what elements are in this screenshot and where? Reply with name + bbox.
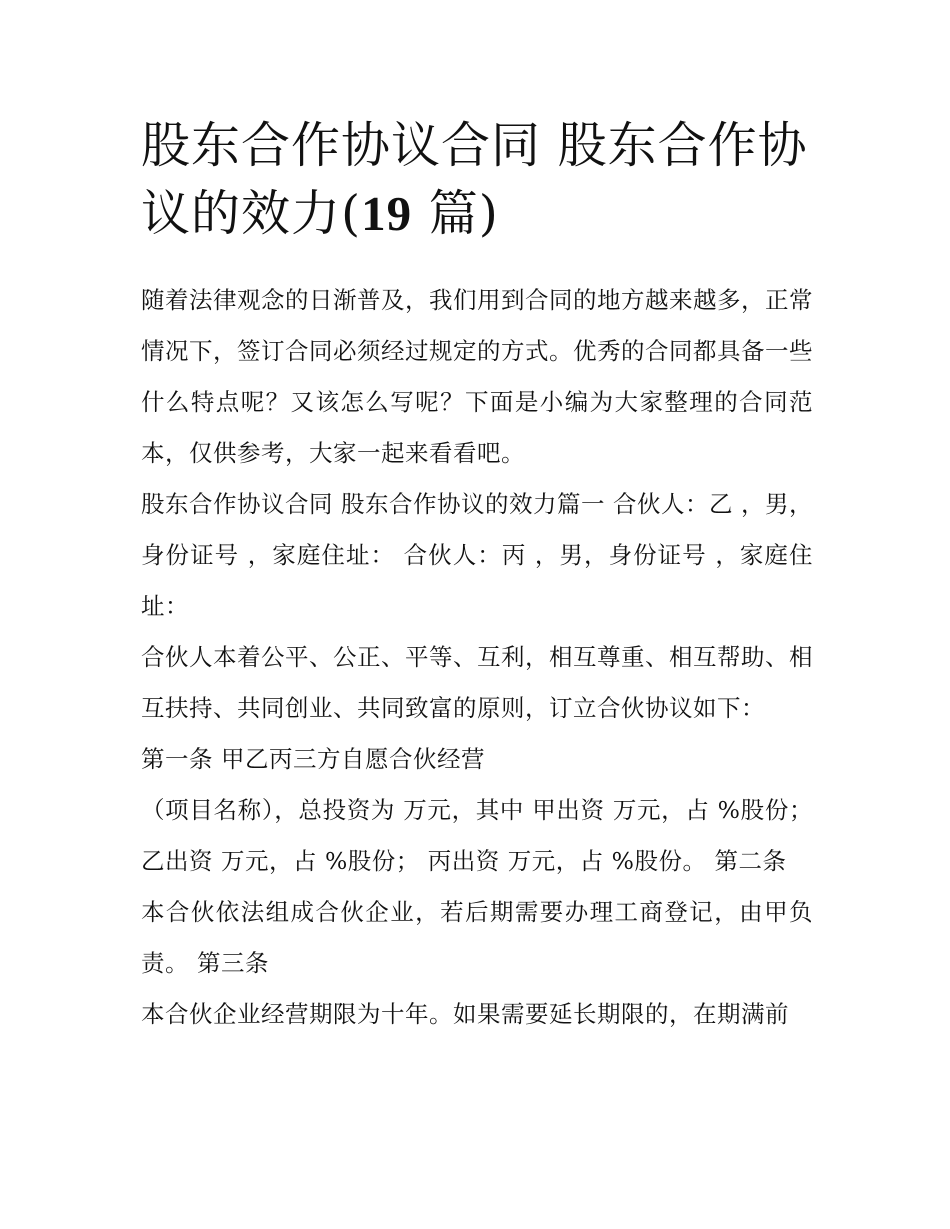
paragraph-investment: （项目名称），总投资为 万元，其中 甲出资 万元，占 %股份； 乙出资 万元，占 %股份； 丙出资 万元，占 %股份。 第二条 (141, 796, 813, 875)
paragraph-partners: 股东合作协议合同 股东合作协议的效力篇一 合伙人：乙 ，男，身份证号 ，家庭住址： 合伙人：丙 ，男，身份证号 ，家庭住址： (141, 490, 813, 620)
paragraph-article-1: 第一条 甲乙丙三方自愿合伙经营 (141, 745, 485, 773)
title-number: 19 (361, 186, 413, 241)
document-body (141, 275, 813, 1040)
document-page (141, 112, 813, 1040)
document-title (141, 112, 813, 248)
paragraph-article-2: 本合伙依法组成合伙企业，若后期需要办理工商登记，由甲负责。 第三条 (141, 898, 813, 977)
paragraph-principles: 合伙人本着公平、公正、平等、互利，相互尊重、相互帮助、相互扶持、共同创业、共同致富的原则，订立合伙协议如下： (141, 643, 813, 722)
title-text-part1: 股东合作协议合同 股东合作协议的效力( (141, 117, 808, 242)
paragraph-article-3: 本合伙企业经营期限为十年。如果需要延长期限的，在期满前 (141, 1000, 789, 1028)
paragraph-intro: 随着法律观念的日渐普及，我们用到合同的地方越来越多，正常情况下，签订合同必须经过规定的方式。优秀的合同都具备一些什么特点呢？又该怎么写呢？下面是小编为大家整理的合同范本，仅供参考，大家一起来看看吧。 (141, 286, 813, 467)
title-text-part2: 篇) (412, 185, 499, 242)
